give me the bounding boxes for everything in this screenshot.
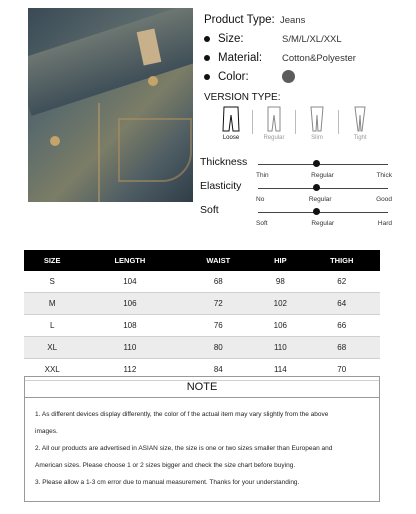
material-label: Material:: [218, 52, 263, 64]
bullet-icon: [204, 74, 210, 80]
note-line-1b: images.: [35, 428, 58, 435]
fit-loose-label: Loose: [222, 135, 240, 141]
fit-regular-label: Regular: [263, 135, 285, 141]
table-row: [24, 271, 380, 293]
thickness-option-regular: Regular: [311, 172, 334, 179]
bullet-icon: [204, 55, 210, 61]
note-line-2b: American sizes. Please choose 1 or 2 sizes bigger and check the size chart before buying.: [35, 462, 296, 469]
elasticity-selected-dot[interactable]: [313, 184, 320, 191]
cell-size: XXL: [24, 359, 80, 381]
jeans-pocket: [118, 118, 192, 182]
size-chart-table: [24, 250, 380, 381]
cell-length: 108: [80, 315, 179, 337]
version-type-title: VERSION TYPE:: [204, 92, 281, 103]
thickness-title: Thickness: [200, 156, 248, 168]
soft-scale: [200, 204, 392, 227]
size-row: [204, 33, 342, 45]
thickness-option-thick: Thick: [376, 172, 392, 179]
thickness-option-thin: Thin: [256, 172, 269, 179]
soft-option-regular: Regular: [311, 220, 335, 227]
cell-hip: 102: [257, 293, 303, 315]
table-row: [24, 315, 380, 337]
header-thigh: THIGH: [304, 250, 381, 271]
pants-tight-icon: [351, 106, 369, 132]
elasticity-scale: [200, 180, 392, 203]
bullet-icon: [204, 36, 210, 42]
soft-option-soft: Soft: [256, 220, 268, 227]
header-hip: HIP: [257, 250, 303, 271]
jeans-waistband: [28, 8, 193, 116]
note-line-2a: 2. All our products are advertised in ASIAN size, the size is one or two sizes smaller than European and: [35, 445, 333, 452]
color-swatch[interactable]: [282, 70, 295, 83]
table-row: [24, 337, 380, 359]
product-photo: [28, 8, 193, 202]
fit-options: [210, 106, 381, 141]
cell-waist: 84: [179, 359, 257, 381]
cell-thigh: 62: [304, 271, 381, 293]
jeans-seam: [98, 103, 100, 202]
cell-size: S: [24, 271, 80, 293]
cell-hip: 98: [257, 271, 303, 293]
cell-length: 106: [80, 293, 179, 315]
cell-length: 110: [80, 337, 179, 359]
soft-track: [258, 212, 388, 213]
cell-thigh: 66: [304, 315, 381, 337]
cell-hip: 110: [257, 337, 303, 359]
note-box: [24, 376, 380, 502]
note-line-1a: 1. As different devices display differently, the color of f the actual item may vary slightly from the above: [35, 411, 329, 418]
fit-regular[interactable]: [253, 106, 295, 141]
cell-length: 112: [80, 359, 179, 381]
fit-slim[interactable]: [296, 106, 338, 141]
color-row: [204, 70, 295, 83]
fit-loose[interactable]: [210, 106, 252, 141]
soft-selected-dot[interactable]: [313, 208, 320, 215]
header-waist: WAIST: [179, 250, 257, 271]
cell-thigh: 64: [304, 293, 381, 315]
thickness-selected-dot[interactable]: [313, 160, 320, 167]
product-type-value: Jeans: [280, 14, 306, 26]
cell-size: L: [24, 315, 80, 337]
material-row: [204, 52, 356, 64]
elasticity-option-no: No: [256, 196, 265, 203]
note-line-3: 3. Please allow a 1-3 cm error due to manual measurement. Thanks for your understanding.: [35, 479, 300, 486]
fit-slim-label: Slim: [311, 135, 323, 141]
elasticity-title: Elasticity: [200, 180, 242, 192]
rivet: [148, 76, 158, 86]
cell-waist: 72: [179, 293, 257, 315]
elasticity-track: [258, 188, 388, 189]
header-length: LENGTH: [80, 250, 179, 271]
cell-hip: 106: [257, 315, 303, 337]
cell-size: XL: [24, 337, 80, 359]
cell-length: 104: [80, 271, 179, 293]
note-title: NOTE: [25, 377, 379, 398]
thickness-scale: [200, 156, 392, 179]
fit-tight-label: Tight: [353, 135, 367, 141]
thickness-track: [258, 164, 388, 165]
rivet: [50, 136, 60, 146]
header-size: SIZE: [24, 250, 80, 271]
cell-size: M: [24, 293, 80, 315]
material-value: Cotton&Polyester: [282, 52, 356, 64]
fit-tight[interactable]: [339, 106, 381, 141]
table-row: [24, 293, 380, 315]
product-type-label: Product Type:: [204, 14, 275, 26]
cell-waist: 80: [179, 337, 257, 359]
color-label: Color:: [218, 70, 249, 83]
cell-thigh: 70: [304, 359, 381, 381]
cell-thigh: 68: [304, 337, 381, 359]
pants-slim-icon: [308, 106, 326, 132]
size-label: Size:: [218, 33, 244, 45]
cell-hip: 114: [257, 359, 303, 381]
size-value: S/M/L/XL/XXL: [282, 33, 342, 45]
cell-waist: 68: [179, 271, 257, 293]
elasticity-option-regular: Regular: [308, 196, 332, 203]
pants-loose-icon: [222, 106, 240, 132]
cell-waist: 76: [179, 315, 257, 337]
soft-option-hard: Hard: [377, 220, 392, 227]
soft-title: Soft: [200, 204, 219, 216]
pants-regular-icon: [265, 106, 283, 132]
size-chart-header-row: [24, 250, 380, 271]
elasticity-option-good: Good: [376, 196, 392, 203]
product-type-row: [204, 14, 305, 26]
